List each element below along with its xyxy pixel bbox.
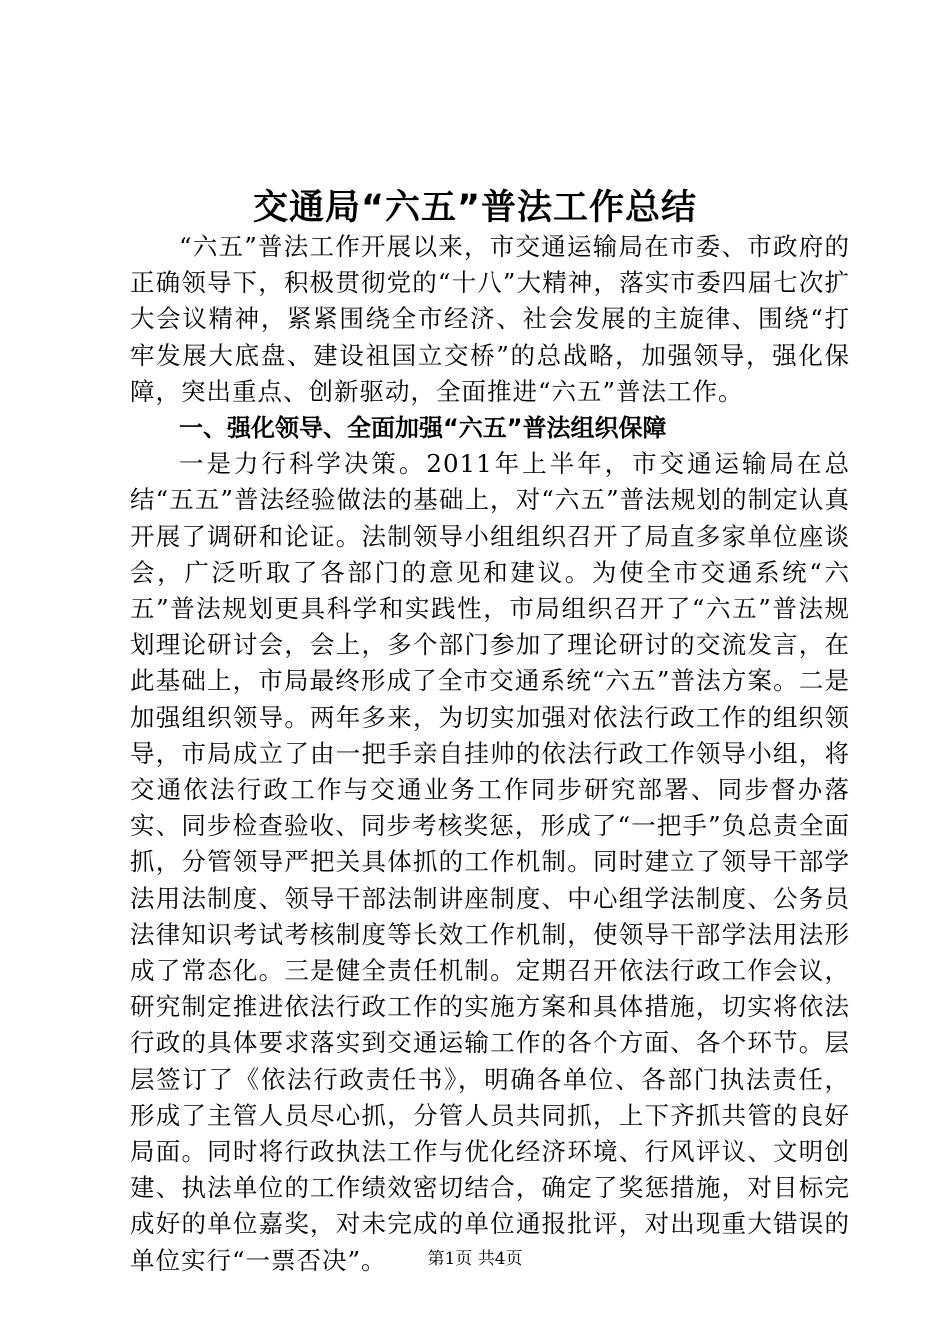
intro-paragraph: “六五”普法工作开展以来，市交通运输局在市委、市政府的正确领导下，积极贯彻党的“十八”大精神，落实市委四届七次扩大会议精神，紧紧围绕全市经济、社会发展的主旋律、围绕“打牢发展大底盘、建设祖国立交桥”的总战略，加强领导，强化保障，突出重点、创新驱动，全面推进“六五”普法工作。 <box>130 232 850 406</box>
section-paragraph: 一是力行科学决策。2011年上半年，市交通运输局在总结“五五”普法经验做法的基础上，对“六五”普法规划的制定认真开展了调研和论证。法制领导小组组织召开了局直多家单位座谈会，广泛听取了各部门的意见和建议。为使全市交通系统“六五”普法规划更具科学和实践性，市局组织召开了“六五”普法规划理论研讨会，会上，多个部门参加了理论研讨的交流发言，在此基础上，市局最终形成了全市交通系统“六五”普法方案。二是加强组织领导。两年多来，为切实加强对依法行政工作的组织领导，市局成立了由一把手亲自挂帅的依法行政工作领导小组，将交通依法行政工作与交通业务工作同步研究部署、同步督办落实、同步检查验收、同步考核奖惩，形成了“一把手”负总责全面抓，分管领导严把关具体抓的工作机制。同时建立了领导干部学法用法制度、领导干部法制讲座制度、中心组学法制度、公务员法律知识考试考核制度等长效工作机制，使领导干部学法用法形成了常态化。三是健全责任机制。定期召开依法行政工作会议，研究制定推进依法行政工作的实施方案和具体措施，切实将依法行政的具体要求落实到交通运输工作的各个方面、各个环节。层层签订了《依法行政责任书》，明确各单位、各部门执法责任，形成了主管人员尽心抓，分管人员共同抓，上下齐抓共管的良好局面。同时将行政执法工作与优化经济环境、行风评议、文明创建、执法单位的工作绩效密切结合，确定了奖惩措施，对目标完成好的单位嘉奖，对未完成的单位通报批评，对出现重大错误的单位实行“一票否决”。 <box>130 449 850 1275</box>
document-body <box>130 229 850 1279</box>
page-number: 第1页 共4页 <box>427 1249 523 1269</box>
document-title: 交通局“六五”普法工作总结 <box>252 188 697 228</box>
section-heading: 一、强化领导、全面加强“六五”普法组织保障 <box>179 414 667 443</box>
